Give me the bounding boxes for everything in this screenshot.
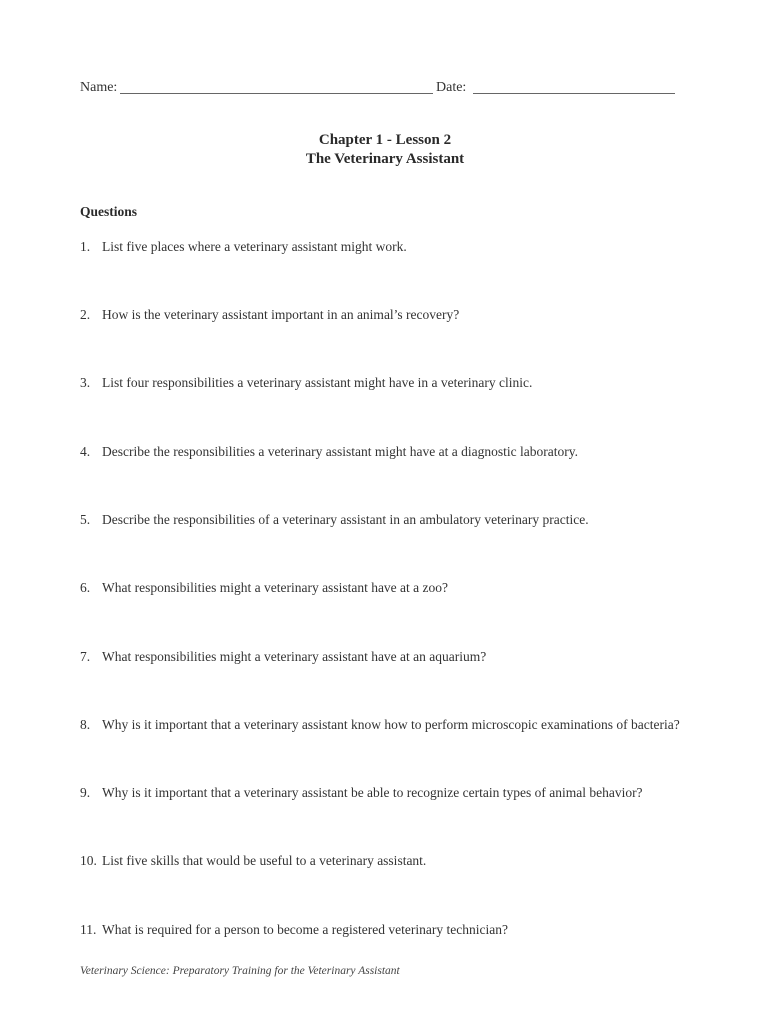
- question-8: [80, 716, 700, 734]
- question-text: What is required for a person to become a registered veterinary technician?: [102, 922, 508, 937]
- question-text: List four responsibilities a veterinary assistant might have in a veterinary clinic.: [102, 375, 533, 390]
- question-text: Why is it important that a veterinary assistant know how to perform microscopic examinations of bacteria?: [102, 717, 680, 732]
- name-blank-line[interactable]: [120, 93, 433, 94]
- questions-heading: Questions: [80, 204, 138, 219]
- question-9: [80, 784, 700, 802]
- question-4: [80, 443, 700, 461]
- date-blank-line[interactable]: [473, 93, 675, 94]
- name-label: Name:: [80, 80, 118, 95]
- question-number: 9.: [80, 785, 91, 800]
- question-number: 4.: [80, 444, 91, 459]
- question-number: 11.: [80, 922, 97, 937]
- question-number: 5.: [80, 512, 91, 527]
- question-text: How is the veterinary assistant important in an animal’s recovery?: [102, 307, 460, 322]
- question-number: 2.: [80, 307, 91, 322]
- question-11: [80, 921, 700, 939]
- lesson-subtitle: The Veterinary Assistant: [305, 151, 465, 167]
- question-text: Why is it important that a veterinary assistant be able to recognize certain types of animal behavior?: [102, 785, 643, 800]
- question-text: Describe the responsibilities of a veterinary assistant in an ambulatory veterinary practice.: [102, 512, 589, 527]
- footer-book-title: Veterinary Science: Preparatory Training for the Veterinary Assistant: [80, 965, 400, 977]
- question-number: 10.: [80, 853, 97, 868]
- question-2: [80, 306, 700, 324]
- chapter-lesson-title: Chapter 1 - Lesson 2: [318, 132, 452, 148]
- question-number: 1.: [80, 239, 91, 254]
- question-number: 3.: [80, 375, 91, 390]
- question-number: 6.: [80, 580, 91, 595]
- question-number: 8.: [80, 717, 91, 732]
- question-text: List five places where a veterinary assistant might work.: [102, 239, 407, 254]
- page-title: [0, 131, 770, 169]
- question-text: List five skills that would be useful to a veterinary assistant.: [102, 853, 427, 868]
- date-label: Date:: [436, 80, 467, 95]
- question-7: [80, 648, 700, 666]
- question-5: [80, 511, 700, 529]
- question-text: What responsibilities might a veterinary assistant have at a zoo?: [102, 580, 449, 595]
- question-text: What responsibilities might a veterinary assistant have at an aquarium?: [102, 649, 487, 664]
- name-date-row: [80, 79, 680, 97]
- question-6: [80, 579, 700, 597]
- question-text: Describe the responsibilities a veterinary assistant might have at a diagnostic laboratory.: [102, 444, 578, 459]
- question-1: [80, 238, 700, 256]
- question-number: 7.: [80, 649, 91, 664]
- question-10: [80, 852, 700, 870]
- question-3: [80, 374, 700, 392]
